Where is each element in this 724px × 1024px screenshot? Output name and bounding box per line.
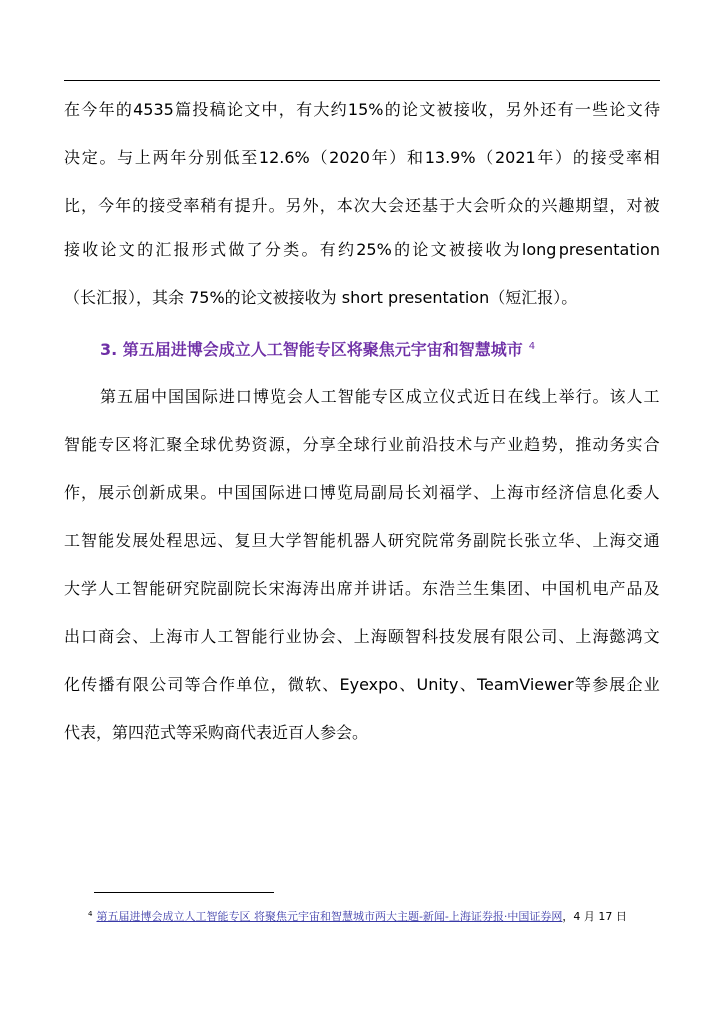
section-heading [100, 335, 535, 362]
footnote-reference[interactable]: 4 [528, 341, 536, 352]
footnote-number: 4 [88, 910, 93, 918]
text-line: 作 ， 展 示 创 新 成 果 。 中 国 国 际 进 口 博 览 局 副 局 长 刘 福 学 、 上 海 市 经 济 信 息 化 委 人 [64, 483, 660, 502]
footnote-source-link[interactable]: 第五届进博会成立人工智能专区 将聚焦元宇宙和智慧城市两大主题-新闻-上海证券报·中国证券网 [96, 910, 563, 923]
text-line: （长汇报），其余 75%的论文被接收为 short presentation（短汇报）。 [64, 288, 578, 307]
text-line: 化 传 播 有 限 公 司 等 合 作 单 位 ， 微 软 、 Eyexpo 、 Unity 、 TeamViewer 等 参 展 企 业 [64, 675, 660, 694]
text-line: 决 定 。 与 上 两 年 分 别 低 至 12.6% （ 2020 年 ） 和 13.9% （ 2021 年 ） 的 接 受 率 相 [64, 148, 660, 167]
text-line: 第 五 届 中 国 国 际 进 口 博 览 会 人 工 智 能 专 区 成 立 仪 式 近 日 在 线 上 举 行 。 该 人 工 [100, 387, 660, 406]
text-line: 在 今 年 的 4535 篇 投 稿 论 文 中 ， 有 大 约 15% 的 论 文 被 接 收 ， 另 外 还 有 一 些 论 文 待 [64, 100, 660, 119]
text-line: 比 ， 今 年 的 接 受 率 稍 有 提 升 。 另 外 ， 本 次 大 会 还 基 于 大 会 听 众 的 兴 趣 期 望 ， 对 被 [64, 196, 660, 215]
text-line: 代表，第四范式等采购商代表近百人参会。 [64, 723, 369, 742]
text-line: 出 口 商 会 、 上 海 市 人 工 智 能 行 业 协 会 、 上 海 颐 智 科 技 发 展 有 限 公 司 、 上 海 懿 鸿 文 [64, 627, 660, 646]
text-line: 智 能 专 区 将 汇 聚 全 球 优 势 资 源 ， 分 享 全 球 行 业 前 沿 技 术 与 产 业 趋 势 ， 推 动 务 实 合 [64, 435, 660, 454]
footnote-date: ，4 月 17 日 [562, 910, 627, 923]
text-line: 大 学 人 工 智 能 研 究 院 副 院 长 宋 海 涛 出 席 并 讲 话 。 东 浩 兰 生 集 团 、 中 国 机 电 产 品 及 [64, 579, 660, 598]
header-rule [64, 80, 660, 81]
footnote-separator [94, 892, 274, 893]
footnote [88, 906, 627, 925]
text-line: 工 智 能 发 展 处 程 思 远 、 复 旦 大 学 智 能 机 器 人 研 究 院 常 务 副 院 长 张 立 华 、 上 海 交 通 [64, 531, 660, 550]
section-heading-text: 3. 第五届进博会成立人工智能专区将聚焦元宇宙和智慧城市 [100, 340, 523, 359]
text-line: 接 收 论 文 的 汇 报 形 式 做 了 分 类 。 有 约 25% 的 论 文 被 接 收 为 long presentation [64, 240, 660, 259]
